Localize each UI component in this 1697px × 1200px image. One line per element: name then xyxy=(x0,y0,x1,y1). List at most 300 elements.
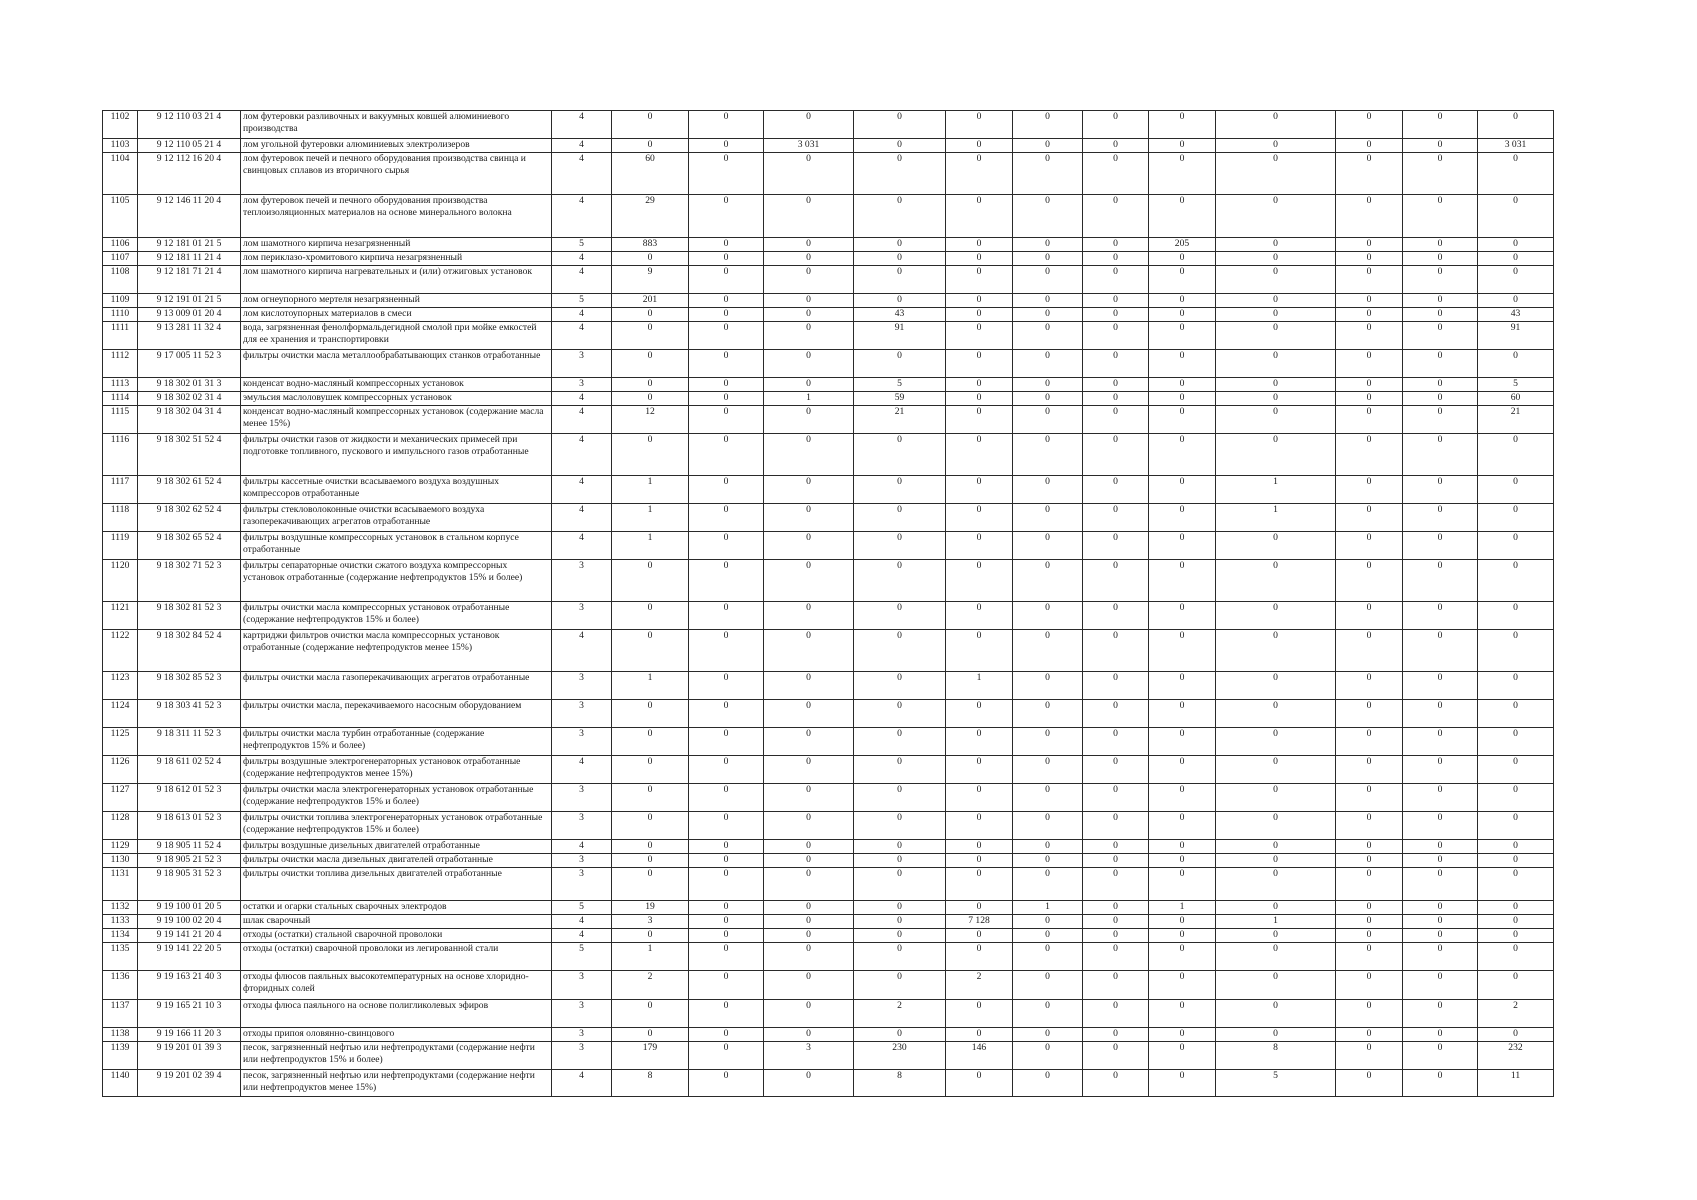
value-cell: 0 xyxy=(612,728,689,756)
value-cell: 0 xyxy=(1013,812,1083,840)
row-number: 1111 xyxy=(103,322,138,350)
row-number: 1124 xyxy=(103,700,138,728)
value-cell: 0 xyxy=(1083,308,1149,322)
table-row xyxy=(103,139,1554,153)
value-cell: 0 xyxy=(1013,602,1083,630)
value-cell: 0 xyxy=(1478,252,1554,266)
value-cell: 0 xyxy=(1013,238,1083,252)
value-cell: 0 xyxy=(764,756,854,784)
waste-name: лом шамотного кирпича нагревательных и (или) отжиговых установок xyxy=(241,266,552,294)
value-cell: 0 xyxy=(1336,840,1403,854)
value-cell: 0 xyxy=(764,322,854,350)
value-cell: 0 xyxy=(1403,139,1478,153)
value-cell: 0 xyxy=(612,139,689,153)
value-cell: 0 xyxy=(1149,971,1216,1000)
table-row xyxy=(103,238,1554,252)
value-cell: 0 xyxy=(764,434,854,476)
value-cell: 205 xyxy=(1149,238,1216,252)
hazard-class: 4 xyxy=(552,532,612,560)
value-cell: 0 xyxy=(1216,868,1336,901)
value-cell: 0 xyxy=(1403,238,1478,252)
value-cell: 0 xyxy=(854,294,946,308)
waste-name: фильтры воздушные компрессорных установок в стальном корпусе отработанные xyxy=(241,532,552,560)
waste-code: 9 19 100 02 20 4 xyxy=(138,915,241,929)
value-cell: 0 xyxy=(946,392,1013,406)
value-cell: 0 xyxy=(689,195,764,238)
value-cell: 2 xyxy=(854,1000,946,1028)
value-cell: 0 xyxy=(612,854,689,868)
hazard-class: 4 xyxy=(552,406,612,434)
waste-code: 9 13 009 01 20 4 xyxy=(138,308,241,322)
value-cell: 0 xyxy=(689,434,764,476)
value-cell: 0 xyxy=(1403,1000,1478,1028)
value-cell: 0 xyxy=(1478,111,1554,139)
value-cell: 0 xyxy=(1336,476,1403,504)
value-cell: 0 xyxy=(1083,728,1149,756)
value-cell: 0 xyxy=(1216,322,1336,350)
table-row xyxy=(103,929,1554,943)
value-cell: 0 xyxy=(1403,756,1478,784)
waste-code: 9 19 163 21 40 3 xyxy=(138,971,241,1000)
value-cell: 0 xyxy=(854,630,946,672)
value-cell: 0 xyxy=(946,929,1013,943)
value-cell: 0 xyxy=(1336,406,1403,434)
hazard-class: 4 xyxy=(552,392,612,406)
hazard-class: 4 xyxy=(552,915,612,929)
value-cell: 0 xyxy=(1336,308,1403,322)
value-cell: 0 xyxy=(1216,812,1336,840)
waste-name: фильтры очистки масла компрессорных установок отработанные (содержание нефтепродуктов 15% и более) xyxy=(241,602,552,630)
value-cell: 0 xyxy=(689,1000,764,1028)
table-row xyxy=(103,350,1554,378)
value-cell: 201 xyxy=(612,294,689,308)
row-number: 1112 xyxy=(103,350,138,378)
value-cell: 0 xyxy=(764,504,854,532)
value-cell: 0 xyxy=(1336,1000,1403,1028)
value-cell: 0 xyxy=(1013,1028,1083,1042)
value-cell: 0 xyxy=(764,1000,854,1028)
value-cell: 0 xyxy=(1083,111,1149,139)
document-sheet xyxy=(102,110,1554,1097)
value-cell: 0 xyxy=(1403,378,1478,392)
value-cell: 0 xyxy=(1013,929,1083,943)
value-cell: 2 xyxy=(612,971,689,1000)
value-cell: 0 xyxy=(854,139,946,153)
value-cell: 0 xyxy=(1216,901,1336,915)
value-cell: 0 xyxy=(946,266,1013,294)
hazard-class: 4 xyxy=(552,153,612,195)
value-cell: 0 xyxy=(1013,252,1083,266)
value-cell: 0 xyxy=(1478,504,1554,532)
value-cell: 0 xyxy=(689,971,764,1000)
table-row xyxy=(103,868,1554,901)
value-cell: 0 xyxy=(1403,195,1478,238)
value-cell: 0 xyxy=(946,784,1013,812)
value-cell: 0 xyxy=(1083,532,1149,560)
value-cell: 0 xyxy=(1149,252,1216,266)
value-cell: 0 xyxy=(1083,504,1149,532)
value-cell: 0 xyxy=(1403,476,1478,504)
hazard-class: 3 xyxy=(552,812,612,840)
value-cell: 0 xyxy=(1013,476,1083,504)
value-cell: 0 xyxy=(946,1028,1013,1042)
table-row xyxy=(103,784,1554,812)
value-cell: 0 xyxy=(1403,308,1478,322)
waste-code: 9 18 302 81 52 3 xyxy=(138,602,241,630)
value-cell: 0 xyxy=(1013,378,1083,392)
value-cell: 0 xyxy=(1083,1070,1149,1097)
value-cell: 0 xyxy=(1478,602,1554,630)
hazard-class: 3 xyxy=(552,700,612,728)
value-cell: 0 xyxy=(1216,406,1336,434)
waste-name: фильтры очистки масла турбин отработанные (содержание нефтепродуктов 15% и более) xyxy=(241,728,552,756)
value-cell: 0 xyxy=(1478,560,1554,602)
value-cell: 0 xyxy=(854,812,946,840)
row-number: 1129 xyxy=(103,840,138,854)
value-cell: 0 xyxy=(1478,728,1554,756)
value-cell: 0 xyxy=(1013,971,1083,1000)
value-cell: 0 xyxy=(1216,392,1336,406)
value-cell: 0 xyxy=(946,139,1013,153)
waste-name: лом угольной футеровки алюминиевых электролизеров xyxy=(241,139,552,153)
value-cell: 0 xyxy=(1403,971,1478,1000)
value-cell: 0 xyxy=(764,111,854,139)
value-cell: 0 xyxy=(1403,728,1478,756)
row-number: 1104 xyxy=(103,153,138,195)
value-cell: 0 xyxy=(1149,532,1216,560)
value-cell: 0 xyxy=(1083,378,1149,392)
hazard-class: 5 xyxy=(552,238,612,252)
waste-name: конденсат водно-масляный компрессорных установок xyxy=(241,378,552,392)
value-cell: 0 xyxy=(1149,1070,1216,1097)
hazard-class: 4 xyxy=(552,252,612,266)
value-cell: 3 031 xyxy=(764,139,854,153)
waste-code: 9 12 146 11 20 4 xyxy=(138,195,241,238)
value-cell: 1 xyxy=(1216,504,1336,532)
value-cell: 0 xyxy=(1403,252,1478,266)
value-cell: 0 xyxy=(1478,784,1554,812)
value-cell: 0 xyxy=(1083,901,1149,915)
value-cell: 0 xyxy=(689,943,764,971)
value-cell: 0 xyxy=(1478,854,1554,868)
value-cell: 0 xyxy=(854,1028,946,1042)
row-number: 1140 xyxy=(103,1070,138,1097)
table-row xyxy=(103,294,1554,308)
value-cell: 0 xyxy=(1083,840,1149,854)
value-cell: 0 xyxy=(764,840,854,854)
value-cell: 0 xyxy=(612,1000,689,1028)
waste-code: 9 19 201 02 39 4 xyxy=(138,1070,241,1097)
waste-name: отходы (остатки) стальной сварочной проволоки xyxy=(241,929,552,943)
value-cell: 0 xyxy=(612,434,689,476)
row-number: 1126 xyxy=(103,756,138,784)
waste-code: 9 12 181 71 21 4 xyxy=(138,266,241,294)
table-row xyxy=(103,854,1554,868)
value-cell: 0 xyxy=(1083,434,1149,476)
value-cell: 0 xyxy=(689,756,764,784)
value-cell: 0 xyxy=(854,504,946,532)
value-cell: 1 xyxy=(1216,476,1336,504)
value-cell: 0 xyxy=(946,252,1013,266)
waste-name: фильтры очистки масла газоперекачивающих агрегатов отработанные xyxy=(241,672,552,700)
waste-code: 9 19 201 01 39 3 xyxy=(138,1042,241,1070)
value-cell: 232 xyxy=(1478,1042,1554,1070)
waste-code: 9 17 005 11 52 3 xyxy=(138,350,241,378)
table-row xyxy=(103,728,1554,756)
value-cell: 0 xyxy=(1403,915,1478,929)
waste-code: 9 18 302 71 52 3 xyxy=(138,560,241,602)
value-cell: 0 xyxy=(1083,1000,1149,1028)
row-number: 1122 xyxy=(103,630,138,672)
hazard-class: 5 xyxy=(552,901,612,915)
row-number: 1139 xyxy=(103,1042,138,1070)
value-cell: 0 xyxy=(1336,294,1403,308)
value-cell: 0 xyxy=(1083,756,1149,784)
row-number: 1138 xyxy=(103,1028,138,1042)
row-number: 1105 xyxy=(103,195,138,238)
value-cell: 0 xyxy=(1013,322,1083,350)
waste-name: лом футеровки разливочных и вакуумных ковшей алюминиевого производства xyxy=(241,111,552,139)
value-cell: 0 xyxy=(689,672,764,700)
hazard-class: 4 xyxy=(552,476,612,504)
row-number: 1102 xyxy=(103,111,138,139)
value-cell: 0 xyxy=(1478,971,1554,1000)
value-cell: 0 xyxy=(1013,195,1083,238)
hazard-class: 5 xyxy=(552,943,612,971)
value-cell: 0 xyxy=(1336,350,1403,378)
value-cell: 0 xyxy=(689,139,764,153)
value-cell: 0 xyxy=(689,915,764,929)
value-cell: 0 xyxy=(1149,1000,1216,1028)
value-cell: 0 xyxy=(854,901,946,915)
value-cell: 0 xyxy=(1149,434,1216,476)
hazard-class: 4 xyxy=(552,630,612,672)
value-cell: 0 xyxy=(1149,929,1216,943)
value-cell: 0 xyxy=(1403,1028,1478,1042)
value-cell: 0 xyxy=(854,266,946,294)
waste-code: 9 12 181 01 21 5 xyxy=(138,238,241,252)
value-cell: 0 xyxy=(612,308,689,322)
row-number: 1117 xyxy=(103,476,138,504)
value-cell: 43 xyxy=(854,308,946,322)
table-row xyxy=(103,560,1554,602)
value-cell: 0 xyxy=(1013,294,1083,308)
value-cell: 0 xyxy=(854,943,946,971)
value-cell: 0 xyxy=(854,195,946,238)
value-cell: 0 xyxy=(1149,476,1216,504)
value-cell: 0 xyxy=(612,378,689,392)
waste-name: лом периклазо-хромитового кирпича незагрязненный xyxy=(241,252,552,266)
table-row xyxy=(103,700,1554,728)
value-cell: 0 xyxy=(764,728,854,756)
row-number: 1109 xyxy=(103,294,138,308)
waste-name: фильтры кассетные очистки всасываемого воздуха воздушных компрессоров отработанные xyxy=(241,476,552,504)
value-cell: 146 xyxy=(946,1042,1013,1070)
table-row xyxy=(103,630,1554,672)
value-cell: 0 xyxy=(946,378,1013,392)
value-cell: 3 xyxy=(612,915,689,929)
value-cell: 0 xyxy=(764,406,854,434)
value-cell: 0 xyxy=(1013,560,1083,602)
waste-name: фильтры воздушные электрогенераторных установок отработанные (содержание нефтепродуктов менее 15%) xyxy=(241,756,552,784)
value-cell: 0 xyxy=(689,700,764,728)
value-cell: 0 xyxy=(1478,756,1554,784)
value-cell: 43 xyxy=(1478,308,1554,322)
value-cell: 0 xyxy=(1336,153,1403,195)
value-cell: 8 xyxy=(1216,1042,1336,1070)
waste-name: отходы флюсов паяльных высокотемпературных на основе хлоридно-фторидных солей xyxy=(241,971,552,1000)
value-cell: 0 xyxy=(1403,392,1478,406)
hazard-class: 4 xyxy=(552,929,612,943)
value-cell: 0 xyxy=(1149,812,1216,840)
value-cell: 0 xyxy=(1478,630,1554,672)
value-cell: 0 xyxy=(854,602,946,630)
value-cell: 0 xyxy=(1336,901,1403,915)
value-cell: 0 xyxy=(854,868,946,901)
table-row xyxy=(103,322,1554,350)
value-cell: 0 xyxy=(946,602,1013,630)
value-cell: 0 xyxy=(1149,943,1216,971)
value-cell: 0 xyxy=(946,868,1013,901)
waste-name: отходы (остатки) сварочной проволоки из легированной стали xyxy=(241,943,552,971)
value-cell: 0 xyxy=(1083,971,1149,1000)
row-number: 1136 xyxy=(103,971,138,1000)
value-cell: 0 xyxy=(612,630,689,672)
row-number: 1127 xyxy=(103,784,138,812)
value-cell: 0 xyxy=(1336,971,1403,1000)
value-cell: 0 xyxy=(689,532,764,560)
value-cell: 0 xyxy=(689,294,764,308)
value-cell: 0 xyxy=(1403,630,1478,672)
waste-name: фильтры очистки масла электрогенераторных установок отработанные (содержание нефтепродуктов 15% и более) xyxy=(241,784,552,812)
value-cell: 0 xyxy=(1083,915,1149,929)
value-cell: 0 xyxy=(764,868,854,901)
value-cell: 0 xyxy=(1013,630,1083,672)
value-cell: 1 xyxy=(612,532,689,560)
value-cell: 0 xyxy=(946,532,1013,560)
value-cell: 0 xyxy=(1336,252,1403,266)
value-cell: 0 xyxy=(1336,434,1403,476)
value-cell: 0 xyxy=(1336,322,1403,350)
waste-name: фильтры сепараторные очистки сжатого воздуха компрессорных установок отработанные (содержание нефтепродуктов 15% и более) xyxy=(241,560,552,602)
value-cell: 0 xyxy=(1403,560,1478,602)
waste-name: вода, загрязненная фенолформальдегидной смолой при мойке емкостей для ее хранения и транспортировки xyxy=(241,322,552,350)
value-cell: 0 xyxy=(1149,1042,1216,1070)
hazard-class: 4 xyxy=(552,308,612,322)
row-number: 1119 xyxy=(103,532,138,560)
value-cell: 0 xyxy=(1013,868,1083,901)
value-cell: 0 xyxy=(612,929,689,943)
value-cell: 0 xyxy=(1403,812,1478,840)
value-cell: 0 xyxy=(1336,915,1403,929)
value-cell: 0 xyxy=(1403,266,1478,294)
hazard-class: 3 xyxy=(552,1042,612,1070)
value-cell: 0 xyxy=(946,294,1013,308)
value-cell: 1 xyxy=(946,672,1013,700)
value-cell: 0 xyxy=(1336,728,1403,756)
value-cell: 0 xyxy=(1083,929,1149,943)
hazard-class: 4 xyxy=(552,266,612,294)
value-cell: 0 xyxy=(946,434,1013,476)
waste-name: эмульсия маслоловушек компрессорных установок xyxy=(241,392,552,406)
value-cell: 0 xyxy=(689,392,764,406)
value-cell: 0 xyxy=(1216,1000,1336,1028)
value-cell: 0 xyxy=(689,504,764,532)
value-cell: 0 xyxy=(854,238,946,252)
table-row xyxy=(103,672,1554,700)
value-cell: 0 xyxy=(1013,915,1083,929)
hazard-class: 4 xyxy=(552,504,612,532)
value-cell: 0 xyxy=(1149,504,1216,532)
value-cell: 0 xyxy=(1083,854,1149,868)
value-cell: 0 xyxy=(1149,784,1216,812)
value-cell: 0 xyxy=(612,784,689,812)
value-cell: 0 xyxy=(1149,195,1216,238)
value-cell: 0 xyxy=(1403,111,1478,139)
value-cell: 0 xyxy=(1013,700,1083,728)
value-cell: 0 xyxy=(764,350,854,378)
value-cell: 0 xyxy=(1478,350,1554,378)
waste-code: 9 18 302 01 31 3 xyxy=(138,378,241,392)
value-cell: 0 xyxy=(689,929,764,943)
value-cell: 0 xyxy=(1083,672,1149,700)
value-cell: 0 xyxy=(1083,1042,1149,1070)
value-cell: 0 xyxy=(1403,840,1478,854)
value-cell: 0 xyxy=(764,602,854,630)
table-row xyxy=(103,266,1554,294)
row-number: 1130 xyxy=(103,854,138,868)
value-cell: 0 xyxy=(1216,756,1336,784)
table-row xyxy=(103,602,1554,630)
value-cell: 0 xyxy=(1216,153,1336,195)
value-cell: 0 xyxy=(612,602,689,630)
waste-name: лом кислотоупорных материалов в смеси xyxy=(241,308,552,322)
value-cell: 0 xyxy=(1149,672,1216,700)
value-cell: 0 xyxy=(1149,868,1216,901)
value-cell: 0 xyxy=(764,854,854,868)
value-cell: 0 xyxy=(1403,868,1478,901)
hazard-class: 4 xyxy=(552,322,612,350)
waste-code: 9 19 100 01 20 5 xyxy=(138,901,241,915)
value-cell: 0 xyxy=(1478,901,1554,915)
value-cell: 0 xyxy=(1403,153,1478,195)
value-cell: 0 xyxy=(946,756,1013,784)
table-row xyxy=(103,195,1554,238)
value-cell: 0 xyxy=(1083,266,1149,294)
table-row xyxy=(103,392,1554,406)
value-cell: 8 xyxy=(612,1070,689,1097)
row-number: 1103 xyxy=(103,139,138,153)
value-cell: 0 xyxy=(1083,812,1149,840)
value-cell: 0 xyxy=(946,406,1013,434)
waste-name: конденсат водно-масляный компрессорных установок (содержание масла менее 15%) xyxy=(241,406,552,434)
value-cell: 0 xyxy=(612,700,689,728)
value-cell: 0 xyxy=(1336,560,1403,602)
value-cell: 0 xyxy=(1336,504,1403,532)
value-cell: 0 xyxy=(1083,322,1149,350)
value-cell: 0 xyxy=(1403,406,1478,434)
value-cell: 0 xyxy=(854,840,946,854)
value-cell: 0 xyxy=(1216,378,1336,392)
value-cell: 0 xyxy=(1336,392,1403,406)
value-cell: 0 xyxy=(1478,943,1554,971)
hazard-class: 4 xyxy=(552,1070,612,1097)
table-row xyxy=(103,840,1554,854)
value-cell: 0 xyxy=(1083,1028,1149,1042)
waste-code: 9 18 303 41 52 3 xyxy=(138,700,241,728)
value-cell: 0 xyxy=(854,252,946,266)
waste-code: 9 12 110 05 21 4 xyxy=(138,139,241,153)
